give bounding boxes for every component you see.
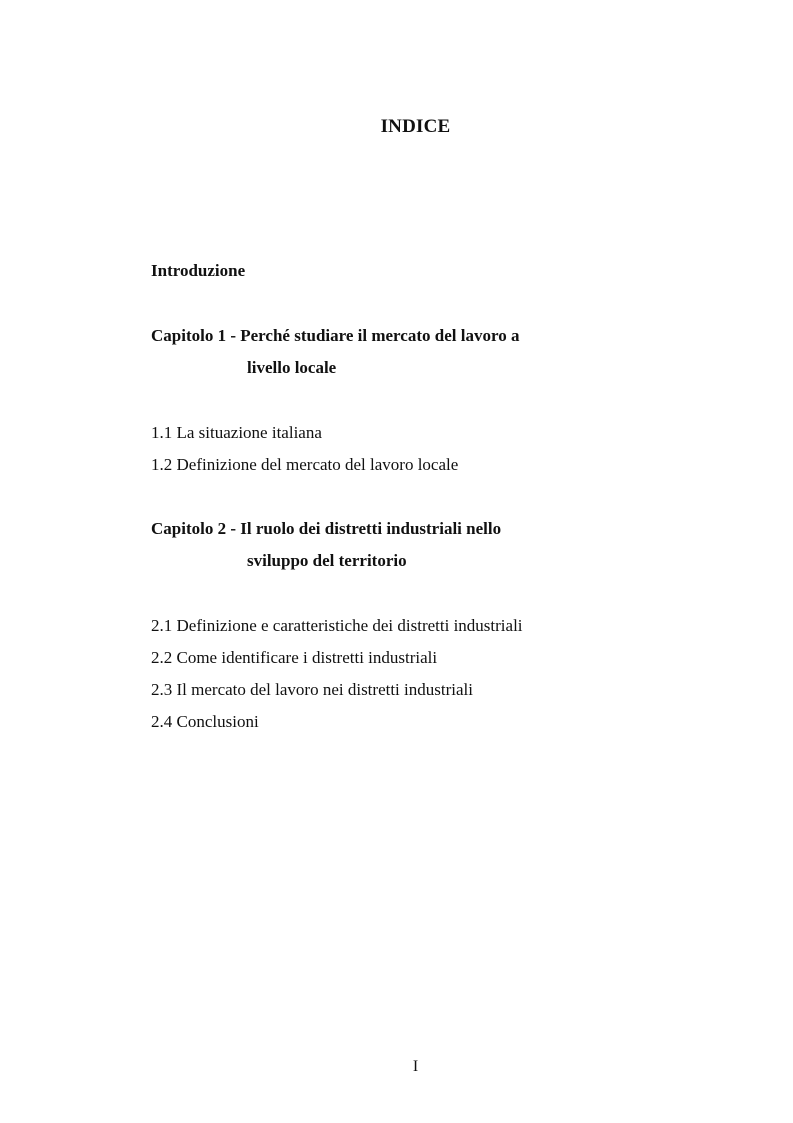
index-title: INDICE (380, 116, 451, 137)
introduction-entry: Introduzione (151, 261, 246, 280)
section-1-2-entry: 1.2 Definizione del mercato del lavoro locale (151, 455, 459, 474)
section-2-2-entry: 2.2 Come identificare i distretti industriali (151, 648, 438, 667)
section-2-1-entry: 2.1 Definizione e caratteristiche dei distretti industriali (151, 616, 523, 635)
section-1-1-entry: 1.1 La situazione italiana (151, 423, 322, 442)
section-2-3-entry: 2.3 Il mercato del lavoro nei distretti industriali (151, 680, 473, 699)
chapter-2-heading: Capitolo 2 - Il ruolo dei distretti industriali nello (151, 519, 502, 538)
chapter-2-heading-continued: sviluppo del territorio (247, 551, 407, 570)
chapter-1-heading: Capitolo 1 - Perché studiare il mercato del lavoro a (151, 326, 520, 345)
page-number: I (412, 1058, 419, 1075)
chapter-1-heading-continued: livello locale (247, 358, 337, 377)
section-2-4-entry: 2.4 Conclusioni (151, 712, 259, 731)
